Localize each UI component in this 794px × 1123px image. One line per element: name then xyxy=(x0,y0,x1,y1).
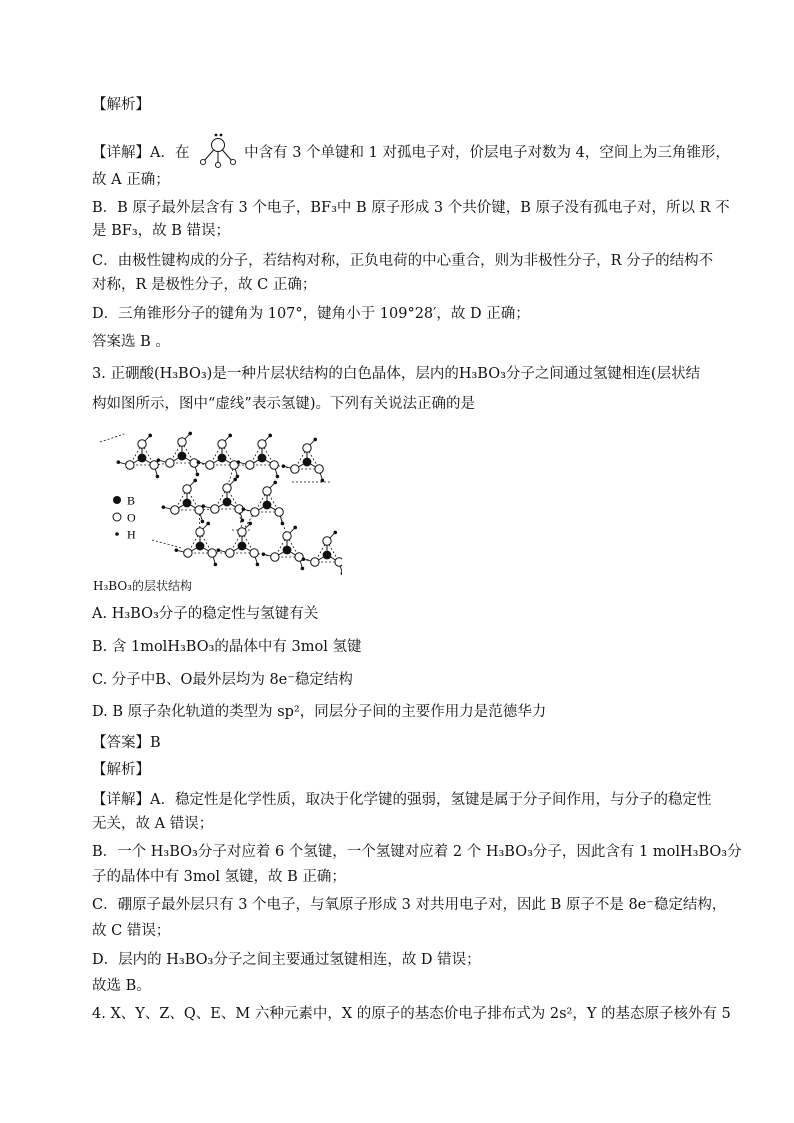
oxygen-atom xyxy=(178,438,186,446)
oxygen-atom xyxy=(258,440,266,448)
hydrogen-atom xyxy=(148,434,152,438)
hydrogen-atom xyxy=(188,432,192,436)
hydrogen-atom xyxy=(302,557,306,561)
hydrogen-bonds xyxy=(100,434,339,562)
legend-hydrogen-label: H xyxy=(127,527,136,542)
boron-atom xyxy=(183,499,192,508)
pyramidal-molecule-icon xyxy=(196,133,242,169)
hydrogen-bond xyxy=(152,540,182,548)
q3-explanation-b-line1: B．一个 H₃BO₃分子对应着 6 个氢键，一个氢键对应着 2 个 H₃BO₃分子，因此含有 1 molH₃BO₃分 xyxy=(92,844,742,860)
oxygen-atom xyxy=(171,506,179,514)
boron-atom xyxy=(283,546,292,555)
hydrogen-atom xyxy=(193,479,197,483)
analysis-tag: 【解析】 xyxy=(92,97,150,113)
hydrogen-atom xyxy=(341,572,342,576)
legend-oxygen-marker xyxy=(113,513,121,521)
hydrogen-atom xyxy=(214,563,218,567)
boron-atom xyxy=(196,542,205,551)
h3bo3-layer-structure-diagram xyxy=(92,420,342,595)
hydrogen-atom xyxy=(196,473,200,477)
oxygen-atom xyxy=(323,537,331,545)
hydrogen-atom xyxy=(248,522,252,526)
answer-value: B xyxy=(150,735,161,751)
hydrogen-atom xyxy=(281,522,285,526)
question4-stem-line1: 4. X、Y、Z、Q、E、M 六种元素中，X 的原子的基态价电子排布式为 2s²，Y 的基态原子核外有 5 xyxy=(92,1006,731,1022)
hydrogen-atom xyxy=(262,552,266,556)
hydrogen-atom xyxy=(301,567,305,571)
oxygen-atom xyxy=(196,528,204,536)
boron-atom xyxy=(323,551,332,560)
oxygen-atom xyxy=(263,487,271,495)
detail-tag: 【详解】 xyxy=(92,145,150,161)
atoms xyxy=(117,432,342,576)
option-c: C. 分子中B、O最外层均为 8e⁻稳定结构 xyxy=(92,672,353,688)
q3-explanation-c-line2: 故 C 错误； xyxy=(92,923,171,939)
oxygen-atom xyxy=(271,553,279,561)
oxygen-atom xyxy=(226,549,234,557)
boron-atom xyxy=(238,542,247,551)
oxygen-atom xyxy=(275,508,283,516)
hydrogen-atom xyxy=(293,526,297,530)
oxygen-atom xyxy=(315,465,323,473)
oxygen-atom xyxy=(138,440,146,448)
explanation-a-line2: 故 A 正确； xyxy=(92,172,170,188)
hydrogen-atom xyxy=(156,475,160,479)
hydrogen-atom xyxy=(237,460,241,464)
detail-tag-q3: 【详解】 xyxy=(92,792,150,808)
hydrogen-atom xyxy=(313,438,317,442)
answer-line: 答案选 B 。 xyxy=(92,334,170,350)
hydrogen-atom xyxy=(206,522,210,526)
legend-hydrogen-marker xyxy=(115,532,119,536)
q3-explanation-c-line1: C．硼原子最外层只有 3 个电子，与氧原子形成 3 对共用电子对，因此 B 原子不是 8e⁻稳定结构， xyxy=(92,897,727,913)
oxygen-atom xyxy=(184,549,192,557)
hydrogen-atom xyxy=(242,507,246,511)
hydrogen-atom xyxy=(202,504,206,508)
oxygen-atom xyxy=(270,461,278,469)
explanation-c-line1: C．由极性键构成的分子，若结构对称，正负电荷的中心重合，则为非极性分子，R 分子的结构不 xyxy=(92,253,714,269)
boron-atom xyxy=(218,454,227,463)
hydrogen-atom xyxy=(175,548,179,552)
legend-oxygen-label: O xyxy=(127,510,136,525)
legend-boron-label: B xyxy=(127,493,136,508)
oxygen-atom xyxy=(166,459,174,467)
boron-atom xyxy=(258,454,267,463)
explanation-a-line1: 【详解】A．在 中含有 3 个单键和 1 对孤电子对，价层电子对数为 4，空间上为三角锥形， xyxy=(92,133,730,169)
hydrogen-bond xyxy=(100,434,124,442)
oxygen-atom xyxy=(238,528,246,536)
oxygen-atom xyxy=(246,461,254,469)
hydrogen-atom xyxy=(217,548,221,552)
hydrogen-atom xyxy=(157,458,161,462)
hydrogen-atom xyxy=(241,519,245,523)
explanation-b-line2: 是 BF₃，故 B 错误； xyxy=(92,223,231,239)
explanation-c-line2: 对称，R 是极性分子，故 C 正确； xyxy=(92,277,317,293)
oxygen-atom xyxy=(335,558,342,566)
analysis-tag-q3: 【解析】 xyxy=(92,762,150,778)
option-d: D. B 原子杂化轨道的类型为 sp²，同层分子间的主要作用力是范德华力 xyxy=(92,704,547,720)
question3-stem-line2: 构如图所示，图中“虚线”表示氢键)。下列有关说法正确的是 xyxy=(92,396,475,412)
oxygen-atom xyxy=(250,549,258,557)
q3-explanation-a-line1: 【详解】A．稳定性是化学性质，取决于化学键的强弱，氢键是属于分子间作用，与分子的稳定性 xyxy=(92,792,712,808)
answer-row xyxy=(92,733,161,753)
oxygen-atom xyxy=(283,532,291,540)
oxygen-atom xyxy=(206,461,214,469)
boron-atom xyxy=(263,501,272,510)
boron-atom xyxy=(223,498,232,507)
q3-explanation-b-line2: 子的晶体中有 3mol 氢键，故 B 正确； xyxy=(92,869,346,885)
explanation-d-line: D．三角锥形分子的键角为 107°，键角小于 109°28′，故 D 正确； xyxy=(92,306,530,322)
oxygen-atom xyxy=(150,461,158,469)
q3-explanation-d-line: D．层内的 H₃BO₃分子之间主要通过氢键相连，故 D 错误； xyxy=(92,952,481,968)
hydrogen-atom xyxy=(321,479,325,483)
option-b: B. 含 1molH₃BO₃的晶体中有 3mol 氢键 xyxy=(92,639,362,655)
hydrogen-atom xyxy=(268,434,272,438)
oxygen-atom xyxy=(311,558,319,566)
oxygen-atom xyxy=(251,508,259,516)
q3-conclusion: 故选 B。 xyxy=(92,978,151,994)
option-a: A. H₃BO₃分子的稳定性与氢键有关 xyxy=(92,606,319,622)
boron-atom xyxy=(138,454,147,463)
oxygen-atom xyxy=(183,485,191,493)
oxygen-atom xyxy=(211,505,219,513)
boron-atom xyxy=(303,458,312,467)
oxygen-atom xyxy=(208,549,216,557)
hydrogen-atom xyxy=(276,475,280,479)
hydrogen-atom xyxy=(333,531,337,535)
oxygen-atom xyxy=(218,440,226,448)
legend-boron-marker xyxy=(113,496,121,504)
hydrogen-atom xyxy=(236,475,240,479)
hydrogen-atom xyxy=(273,481,277,485)
hydrogen-atom xyxy=(282,464,286,468)
boron-atom xyxy=(178,452,187,461)
oxygen-atom xyxy=(291,465,299,473)
hydrogen-atom xyxy=(256,563,260,567)
q3-explanation-a-line2: 无关，故 A 错误； xyxy=(92,816,214,832)
answer-tag: 【答案】 xyxy=(92,735,150,751)
explanation-b-line1: B．B 原子最外层含有 3 个电子，BF₃中 B 原子形成 3 个共价键，B 原子没有孤电子对，所以 R 不 xyxy=(92,200,730,216)
hydrogen-atom xyxy=(233,478,237,482)
hydrogen-atom xyxy=(228,434,232,438)
figure-caption: H₃BO₃的层状结构 xyxy=(93,579,192,593)
hydrogen-atom xyxy=(162,505,166,509)
hydrogen-atom xyxy=(201,520,205,524)
hydrogen-atom xyxy=(197,460,201,464)
oxygen-atom xyxy=(126,461,134,469)
oxygen-atom xyxy=(303,444,311,452)
oxygen-atom xyxy=(223,484,231,492)
question3-stem-line1: 3. 正硼酸(H₃BO₃)是一种片层状结构的白色晶体，层内的H₃BO₃分子之间通过氢键相连(层状结 xyxy=(92,366,701,382)
hydrogen-atom xyxy=(117,460,121,464)
